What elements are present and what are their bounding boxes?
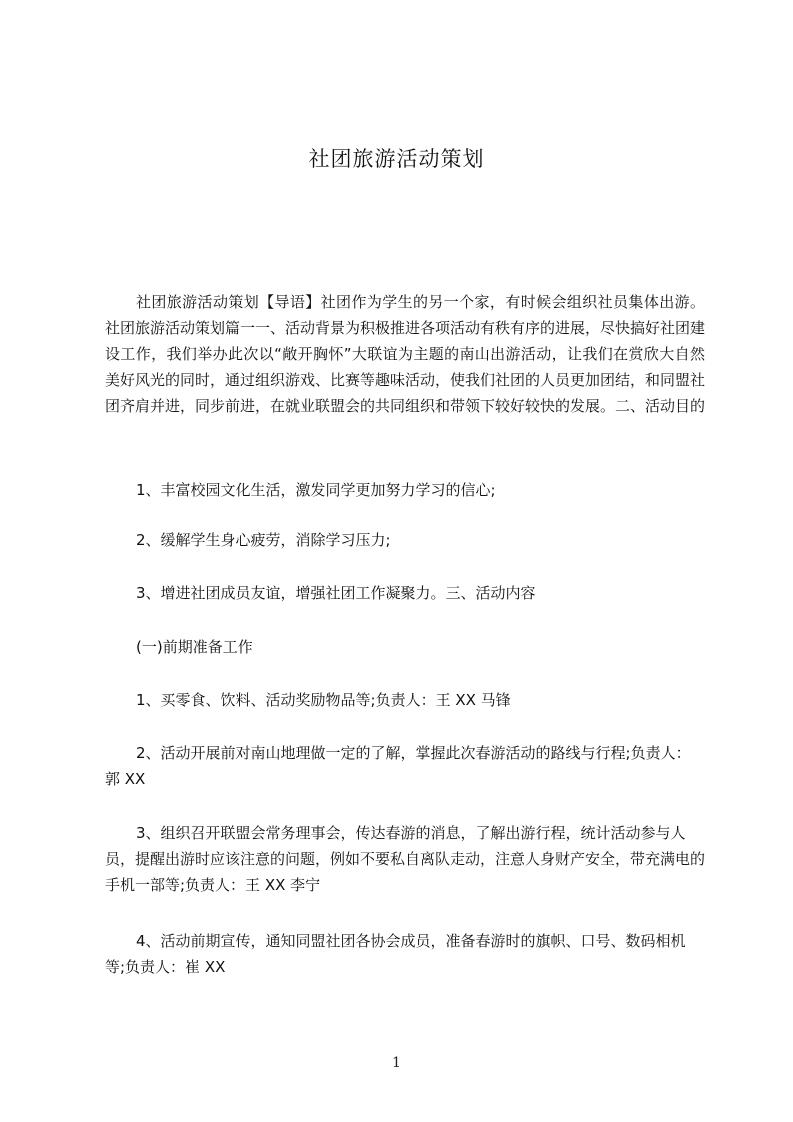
prep-item-4: 4、活动前期宣传，通知同盟社团各协会成员，准备春游时的旗帜、口号、数码相机等;负责人：崔 XX: [105, 932, 686, 976]
document-title: 社团旅游活动策划: [308, 147, 485, 171]
prep-item-2: 2、活动开展前对南山地理做一定的了解，掌握此次春游活动的路线与行程;负责人：郭 XX: [105, 744, 691, 788]
goal-item-1: 1、丰富校园文化生活，激发同学更加努力学习的信心;: [136, 481, 496, 499]
section-heading-prep: (一)前期准备工作: [136, 638, 253, 656]
prep-item-3: 3、组织召开联盟会常务理事会，传达春游的消息，了解出游行程，统计活动参与人员，提醒出游时应该注意的问题，例如不要私自离队走动，注意人身财产安全，带充满电的手机一部等;负责人：王 XX 李宁: [105, 824, 706, 894]
goal-item-3: 3、增进社团成员友谊，增强社团工作凝聚力。三、活动内容: [136, 584, 536, 602]
goal-item-2: 2、缓解学生身心疲劳，消除学习压力;: [136, 531, 391, 549]
prep-item-1: 1、买零食、饮料、活动奖励物品等;负责人：王 XX 马锋: [136, 691, 511, 709]
page-number: 1: [392, 1055, 401, 1071]
intro-paragraph: 社团旅游活动策划【导语】社团作为学生的另一个家，有时候会组织社员集体出游。社团旅游活动策划篇一一、活动背景为积极推进各项活动有秩有序的进展，尽快搞好社团建设工作，我们举办此次以“敞开胸怀”大联谊为主题的南山出游活动，让我们在赏欣大自然美好风光的同时，通过组织游戏、比赛等趣味活动，使我们社团的人员更加团结，和同盟社团齐肩并进，同步前进，在就业联盟会的共同组织和带领下较好较快的发展。二、活动目的: [105, 293, 706, 415]
